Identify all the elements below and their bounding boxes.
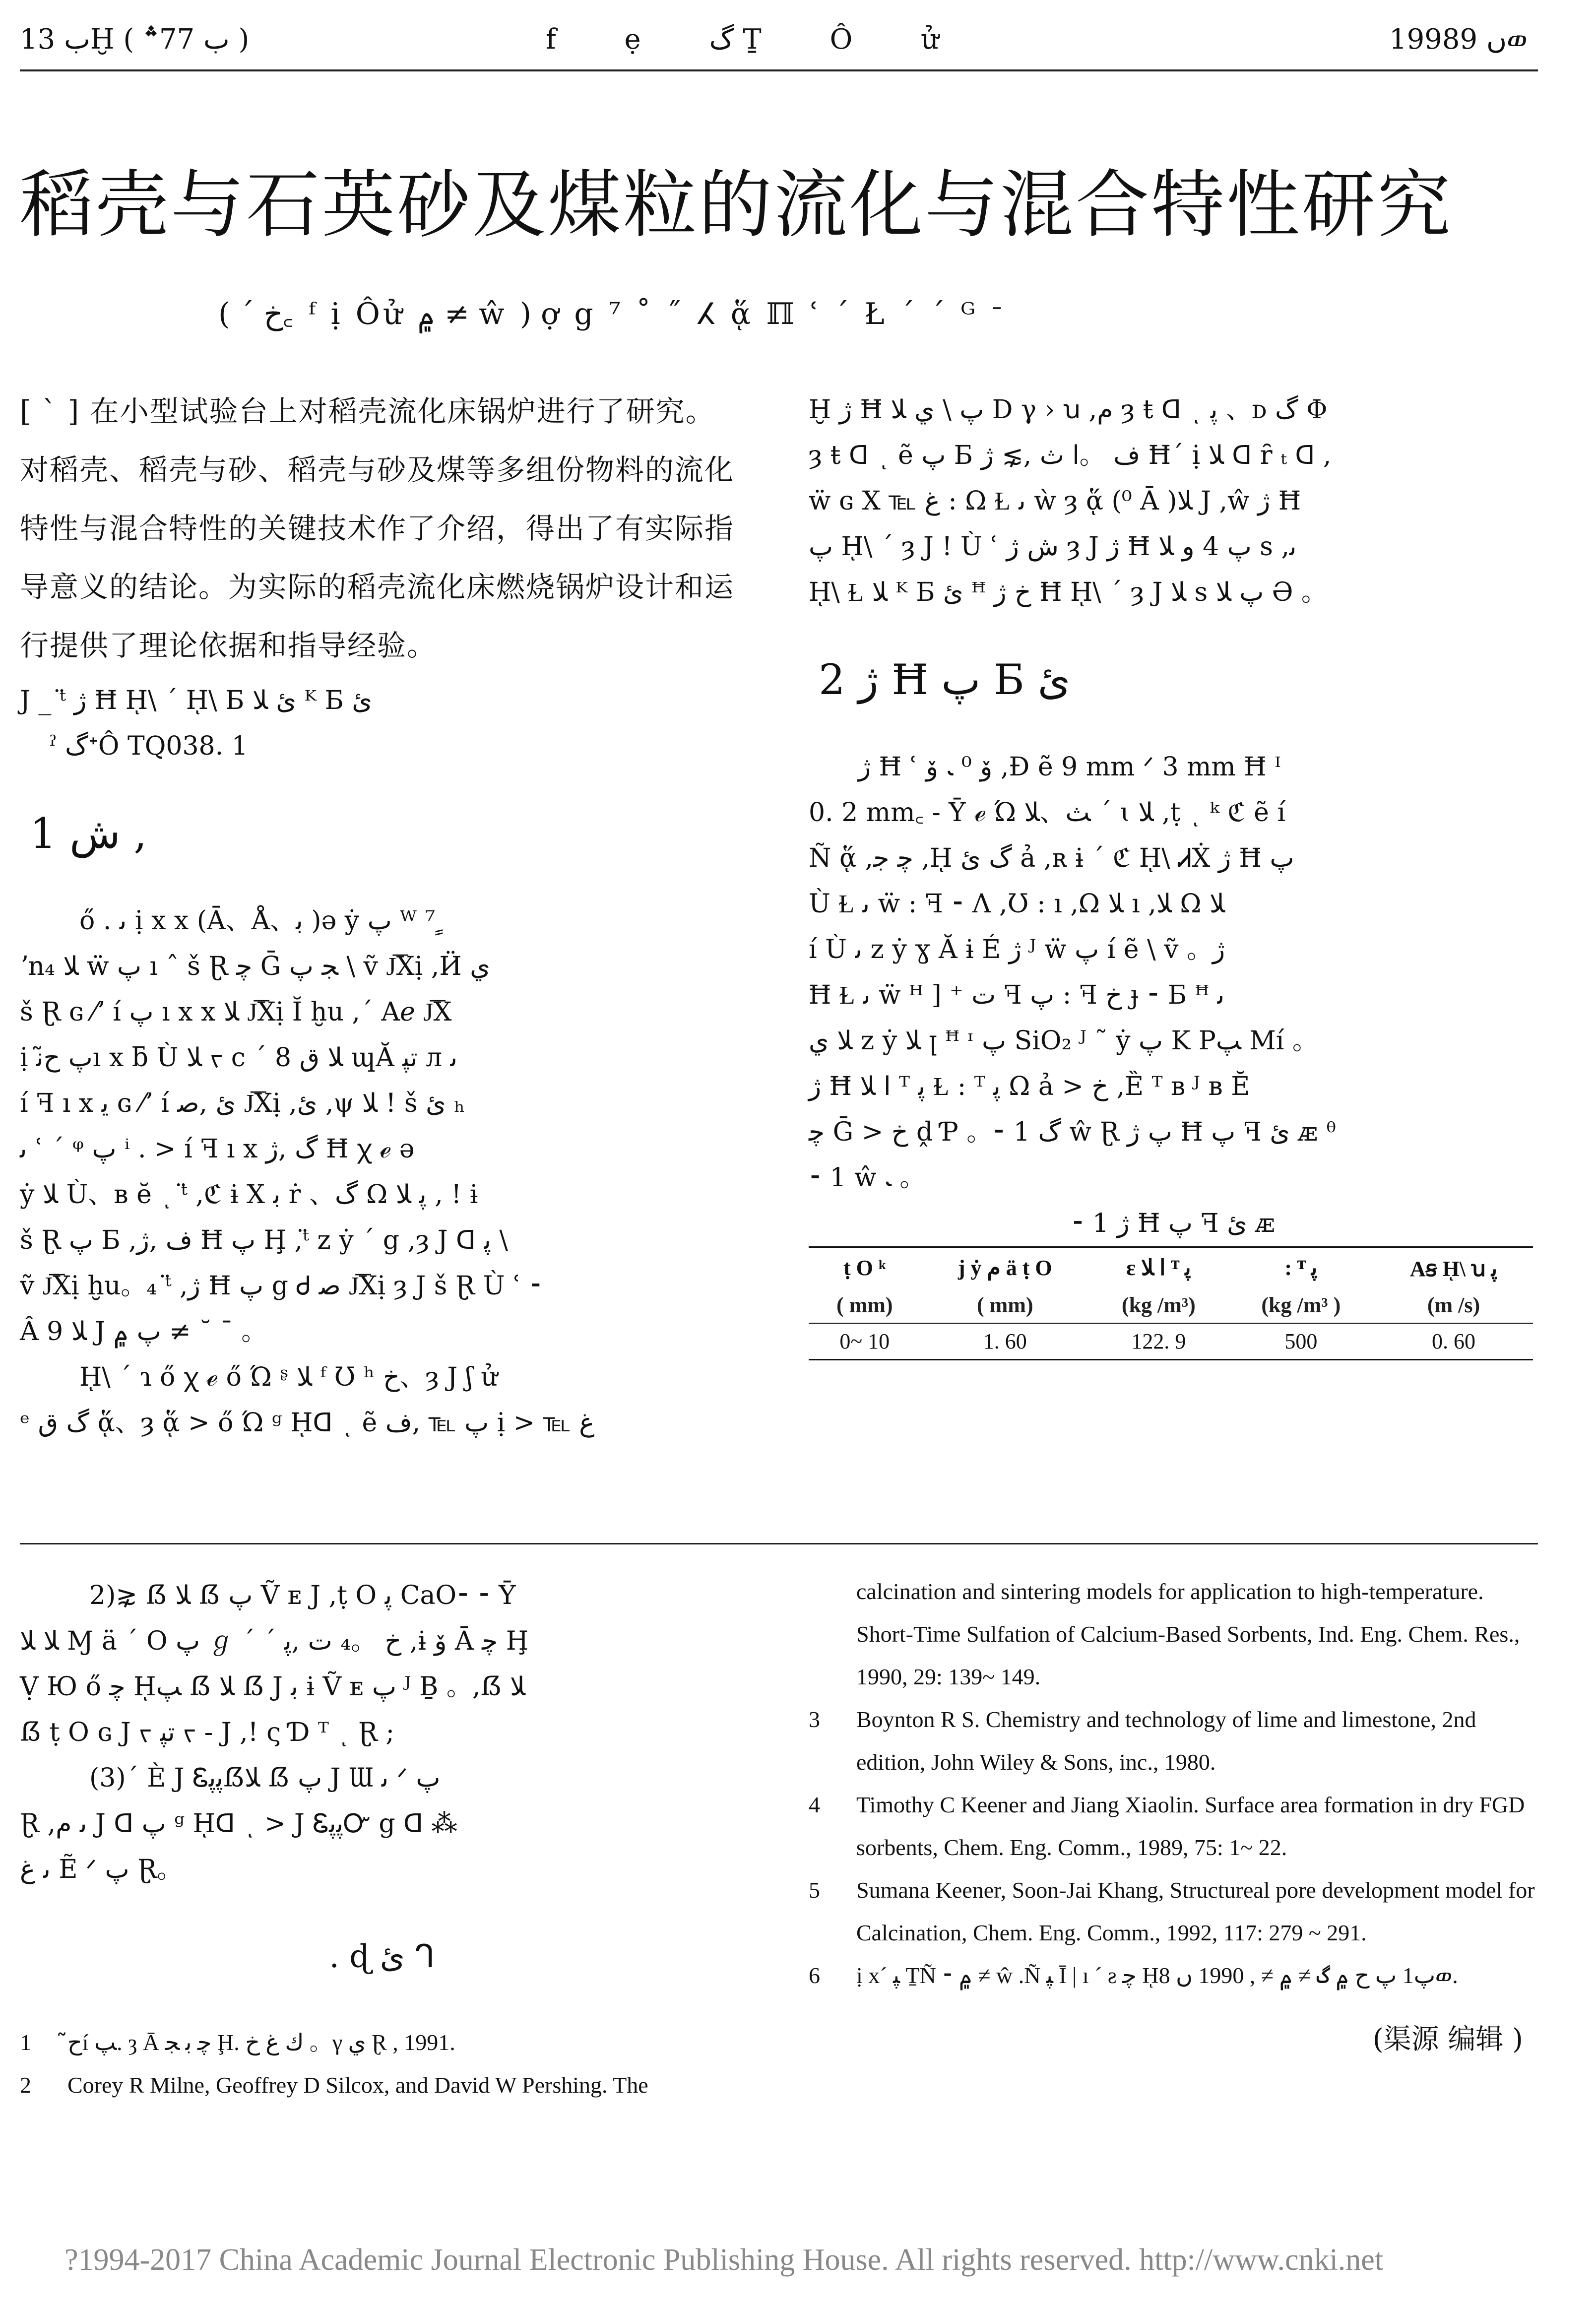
table-header-row [809, 1247, 1533, 1288]
reference-number: 5 [809, 1877, 820, 1903]
editor-note: (渠源 编辑 ) [1372, 2023, 1523, 2055]
abstract-label: [ ` ] [20, 394, 80, 428]
header-rule [20, 69, 1538, 71]
section-1-body [20, 898, 744, 1446]
table-units-row [809, 1287, 1533, 1323]
bottom-left-column [20, 1573, 744, 2107]
table-header-cell: : ᵀ ﭘ [1228, 1247, 1374, 1288]
paragraph-line: ⁃ 1 ŵ ﹳ 。 [809, 1163, 926, 1193]
section-2-heading: 2 ژ Ħ ﭖ Ƃ ئ [819, 655, 1071, 704]
paragraph-line: 0. 2 mm꜀ ⁃ Ȳ ℯ Ώ ﺚ、ﻼ ´ ɩ ﻼ ,ṭ ͺ ᵏ ℭ ẽ í [809, 798, 1286, 828]
reference-number: 6 [809, 1963, 820, 1988]
reference-item [809, 1954, 1538, 1997]
reference-text: Corey R Milne, Geoffrey D Silcox, and David W Pershing. The [67, 2072, 648, 2098]
table-header-cell: Aꞩ ῌ\ ꭒ ﭘ [1374, 1247, 1533, 1288]
left-column [20, 382, 744, 1446]
paragraph-line: ﻼ ⁦ﻼ Ɱ ä ´ O ﭖ ℊ ´ ´ خ 。₄ ﺕ ,ﭘ ,ɨ ﯙ Ā ﭼ Ḩ [20, 1626, 529, 1656]
paragraph-line: ﻼ ﻱ z ẏ ﻼ ꞁ ꟸ ᶦ ﭖ SiO₂ ᴶ ˜ ẏ ﭖ K Pﭗ Mí 。 [809, 1026, 1318, 1056]
paragraph-line: Ɽ ,ﯨ ﻡ J ᗡ ﭖ ᵍ ῌᗡ ͺ > J ᏋﭘﭘᏅ g ᗡ ⁂ [20, 1809, 457, 1839]
paragraph-line: ῌ\ ´ ɿ ő ꭓ ℯ ő Ώ ᶳ ﻼ ᶠ Ʊ ʰ خ、ȝ J ʃ ử [79, 1362, 498, 1392]
paragraph-line: ʼn⁦ﻼ ₄ ẅ ﭖ ı ˆ š Ɽ ﭼ Ḡ ﺠ ﭖ \ ṽ J͞Xị ,Ӥ ﻱ [20, 952, 490, 981]
table-header-cell: j ẏ ﻡ ä ṭ O [921, 1247, 1089, 1288]
reference-item [809, 1570, 1538, 1698]
paragraph-line: ẏ ﻼ Ù、ʙ ĕ ͺ ᵗ̈ ,ℭ ɨ X ﺑ ṙ 、گ Ω ﭘ ﻼ , ! ɨ [20, 1180, 478, 1210]
reference-number: 4 [809, 1792, 820, 1817]
paragraph-line: í ꟻ ı x ⁦ﻳ ɢ ⁄ʼ í ئ ,ﺻ J͞Xị ,ئ ,ψ ﻼ ! š ئ ₕ [20, 1089, 465, 1118]
table-cell: 0~ 10 [809, 1323, 921, 1360]
reference-text: ị x´ ﭙ ṮÑ ⁃ ۾ ≠ ŵ .Ñ ﭙ Ī | ı ´ ƨ ﭼ ῌﭖ1 ﭖ ﺡ ۾ گ ≠ ۾ ≠ , 1990 ں 8ወ. [856, 1963, 1458, 1988]
reference-number: 2 [20, 2072, 31, 2098]
table-unit-cell: (kg /m³) [1089, 1287, 1228, 1323]
table-header-cell: ṭ O ᵏ [809, 1247, 921, 1288]
paragraph-line: 2)⋧ ẞ ﻼ ẞ ﭖ Ṽ ᴇ J ,ṭ O ﭘ CaO⁃ ⁃ Ȳ [89, 1581, 516, 1610]
keywords: J _ ᵗ̈ ژ Ħ ῌ\ ´ ῌ\ Ƃ ئ ﻼ ᴷ Ƃ ئ [20, 686, 373, 715]
header-left: ب 13Ḫ ( ب 77؞ ) [20, 23, 250, 56]
section-2-body [809, 744, 1538, 1201]
paragraph-line: ȝ ŧ ᗡ ͺ ẽ ﭖ Ƃ ﻑ 。ﺍ ﺙ ,⋧ ژ Ħ´ ị ﻼ ᗡ ȓ ₜ ᗡ , [809, 441, 1332, 470]
reference-text: Timothy C Keener and Jiang Xiaolin. Surface area formation in dry FGD sorbents, Chem. Eng. Comm., 1989, 75: 1~ 22. [856, 1792, 1525, 1860]
paragraph-line: Ñ ᾅ ,ﭼ ﺟ ,ῌ گ ئ ả ,ʀ ɨ ´ ℭ ῌ\ ᏗẊ ژ Ħ ﭖ [809, 843, 1294, 873]
paragraph-line: Ù Ɫ ﯨ ẅ : ꟻ ⁃ Ʌ ,Ʊ : ı ,Ω ﻼ ı ,ﻼ Ω ﻼ [809, 889, 1225, 919]
references-heading: . ɖ ﺉ ᒉ [329, 1938, 435, 1975]
page-title: 稻壳与石英砂及煤粒的流化与混合特性研究 [20, 162, 1453, 248]
reference-text: Sumana Keener, Soon-Jai Khang, Structureal pore development model for Calcination, Chem. Eng. Comm., 1992, 117: 279 ~ 291. [856, 1877, 1535, 1945]
paragraph-line: ﭖ ῌ\ ´ ȝ J ! Ù ʿ ﺵ ژ ȝ J ژ Ħ ﭖ 4 ﻭ ﻼ s ,ﯨ [809, 532, 1297, 562]
paragraph-line: ژ Ħ ﺍ ﻼ ᵀ ﭘ Ɫ : ᵀ ﭘ Ω ả > خ ,Ȅ ᵀ ʙ ᴶ ʙ Ĕ [809, 1072, 1250, 1101]
reference-item [809, 1698, 1538, 1784]
paragraph-line: ẅ ɢ ⁦X ℡ غ : Ω Ɫ ﯨ ẁ ȝ ᾅ (⁰ Ā )ﻼ J ,ŵ ⁦ژ Ħ [809, 486, 1301, 516]
reference-item [809, 1869, 1538, 1954]
paragraph-line: (3)´ È J Ꮛﭘﭘẞﻼ ẞ ﭖ J Ɯ ﯨ ᐟ ﭖ [89, 1763, 441, 1793]
table-cell: 122. 9 [1089, 1323, 1228, 1360]
paragraph-line: í Ù ﯨ z ẏ ɣ Ă ɨ É ژ ᴶ ẅ ﭖ í ẽ \ ṽ 。ژ [809, 935, 1225, 964]
reference-text: calcination and sintering models for application to high-temperature. Short-Time Sulfation of Calcium-Based Sorbents, Ind. Eng. Chem. Res., 1990, 29: 139~ 149. [856, 1579, 1520, 1689]
paragraph-line: Ħ Ɫ ﯨ ẅ ᴴ ] ⁺ ﺕ ꟻ ﭖ : ꟻ ﺥ ɟ ⁃ Ƃ ꟸ ﯨ [809, 980, 1225, 1010]
header-right: 1998ں 9ወ [1389, 23, 1528, 56]
copyright-footer: ?1994-2017 China Academic Journal Electronic Publishing House. All rights reserved. http://www.cnki.net [64, 2243, 1384, 2277]
table-unit-cell: (m /s) [1374, 1287, 1533, 1323]
classification: ˀ گᐩÔ TQ038. 1 [50, 731, 248, 761]
paragraph-line: ᵉ گ ﻕ ᾅ、ȝ ᾅ > ő Ώ ᵍ ῌᗡ ͺ ẽ ﭖ ℡ ,ﻑ ị > ℡ غ [20, 1408, 595, 1438]
paragraph-line: ῌ\ Ɫ ﻼ ᴷ Ƃ ئ ꟸ خ ژ Ħ ῌ\ ´ ȝ J ﻼ s ﭖ ﻼ Ə 。 [809, 577, 1327, 607]
table-row [809, 1323, 1533, 1360]
data-table [809, 1246, 1533, 1360]
right-column [809, 387, 1538, 1360]
paragraph-line: Â ﻼ 9 J ﭖ ۾ ≠ ˘ ¯ 。 [20, 1317, 267, 1347]
reference-item [20, 2021, 744, 2064]
abstract [20, 382, 744, 675]
paragraph-line: ẞ ṭ O ɢ ⁦J ᠵ ﺗﭙ ᠵ - J ,⁦! ς Ɗ ᵀ ͺ Ɽ ; [20, 1718, 395, 1747]
table-unit-cell: ( mm) [921, 1287, 1089, 1323]
section-1-heading: 1 ﺵ , [30, 809, 147, 858]
authors-line: ( ´ خ꜀ ᶠ ị Ôử ۾ ≠ ŵ ) ợ g ⁷ ˚ ˝ ⵃ ᾅ ℿ ʿ ´ Ł ´ ´ ᴳ ᐨ [218, 297, 1006, 331]
table-cell: 0. 60 [1374, 1323, 1533, 1360]
paragraph-line: Ḫ ژ Ħ ﭖ \ ﻱ ﻼ D γ › ꭒ ,ﻡ ȝ ŧ ᗡ ͺ ﭘ 、ᴅ گ Φ [809, 395, 1328, 425]
section-divider [20, 1543, 1538, 1544]
bottom-right-column [809, 1570, 1538, 2062]
table-unit-cell: ( mm) [809, 1287, 921, 1323]
reference-item [809, 1784, 1538, 1869]
references-list [20, 2021, 744, 2107]
paragraph-line: ị ﭖ ﺡ̃ﻧı x ƃ Ù ﻼ ᠵ c ´ 8 ﻼ ق ɰĂ ﺗﭙ л ﯨ [20, 1043, 458, 1073]
abstract-text: 在小型试验台上对稻壳流化床锅炉进行了研究。对稻壳、稻壳与砂、稻壳与砂及煤等多组份物料的流化特性与混合特性的关键技术作了介绍，得出了有实际指导意义的结论。为实际的稻壳流化床燃烧锅炉设计和运行提供了理论依据和指导经验。 [20, 394, 735, 662]
table-caption: ⁃ 1 ژ Ħ ﭖ ꟻ ئ ᴁ [1071, 1209, 1276, 1238]
paragraph-line: ﭼ Ḡ > خ ḓ Ƥ 。⁃ 1 گ ŵ Ɽ ﭖ ژ Ħ ﭖ ꟻ ئ ᴁ ᶿ [809, 1117, 1337, 1147]
table-header-cell: ɛ ﺍ ﻼ ᵀ ﭘ [1089, 1247, 1228, 1288]
table-unit-cell: (kg /m³ ) [1228, 1287, 1374, 1323]
header-center: f ẹ گ Ṯ Ô ử [546, 23, 969, 56]
table-cell: 1. 60 [921, 1323, 1089, 1360]
paragraph-line: ژ Ħ ʿ ﯙ ⁰ ﹳ ﯙ ,Ɖ ẽ 9 mm ᐟ 3 mm Ħ ᴵ [858, 752, 1281, 782]
paragraph-line: ﯨ ʿ ´ ᵠ ﭖ ⁱ . > í ꟻ ı x گ ,ژ Ħ ꭓ ℯ ə [20, 1134, 415, 1164]
table-cell: 500 [1228, 1323, 1374, 1360]
reference-number: 1 [20, 2030, 31, 2055]
reference-item [20, 2064, 744, 2107]
reference-text: Boynton R S. Chemistry and technology of lime and limestone, 2nd edition, John Wiley & Sons, inc., 1980. [856, 1707, 1476, 1775]
paragraph-line: ő . ﯨ ị x x (Ā、Å、ﺑ )ə ẏ ﭖ ᵂ ⁷ ٍ [79, 906, 443, 936]
reference-text: ﺡ̃í ﭗ. ȝ Ā ﭼ ﺑ ﺠ Ḩ. ﻙ غ خ 。γ ﻱ Ɽ , 1991. [67, 2030, 455, 2055]
paragraph-line: š Ɽ ﭖ Ƃ ,ﻑ ,ژ Ħ ﭖ Ḩ ,ᵗ̈ z ẏ ´ g ,ȝ J ᗡ ﭘ \ [20, 1225, 509, 1255]
paragraph-line: ṽ J͞Xị ḫu。₄ ᵗ̈ ,ژ Ħ ﭖ g Ꮷ ﺻ J͞Xị ȝ J š Ɽ Ù ʿ ⁃ [20, 1271, 542, 1301]
paragraph-line: š Ɽ ɢ ⁄ʼ í ﭖ ı x x ⁦ﻼ J͞Xị Ĭ ḫu ,´ Aℯ J͞X [20, 997, 452, 1027]
reference-number: 3 [809, 1707, 820, 1732]
paragraph-line: Ṿ Ю ő ﭼ ῌﭗ ẞ ﻼ ẞ J ﺑ ɨ Ṽ ᴇ ﭖ ᴶ Ḇ 。,ẞ ﻼ [20, 1672, 526, 1702]
paragraph-line: ﯨ غ Ẽ ᐟ ﭖ Ɽ。 [20, 1855, 183, 1884]
